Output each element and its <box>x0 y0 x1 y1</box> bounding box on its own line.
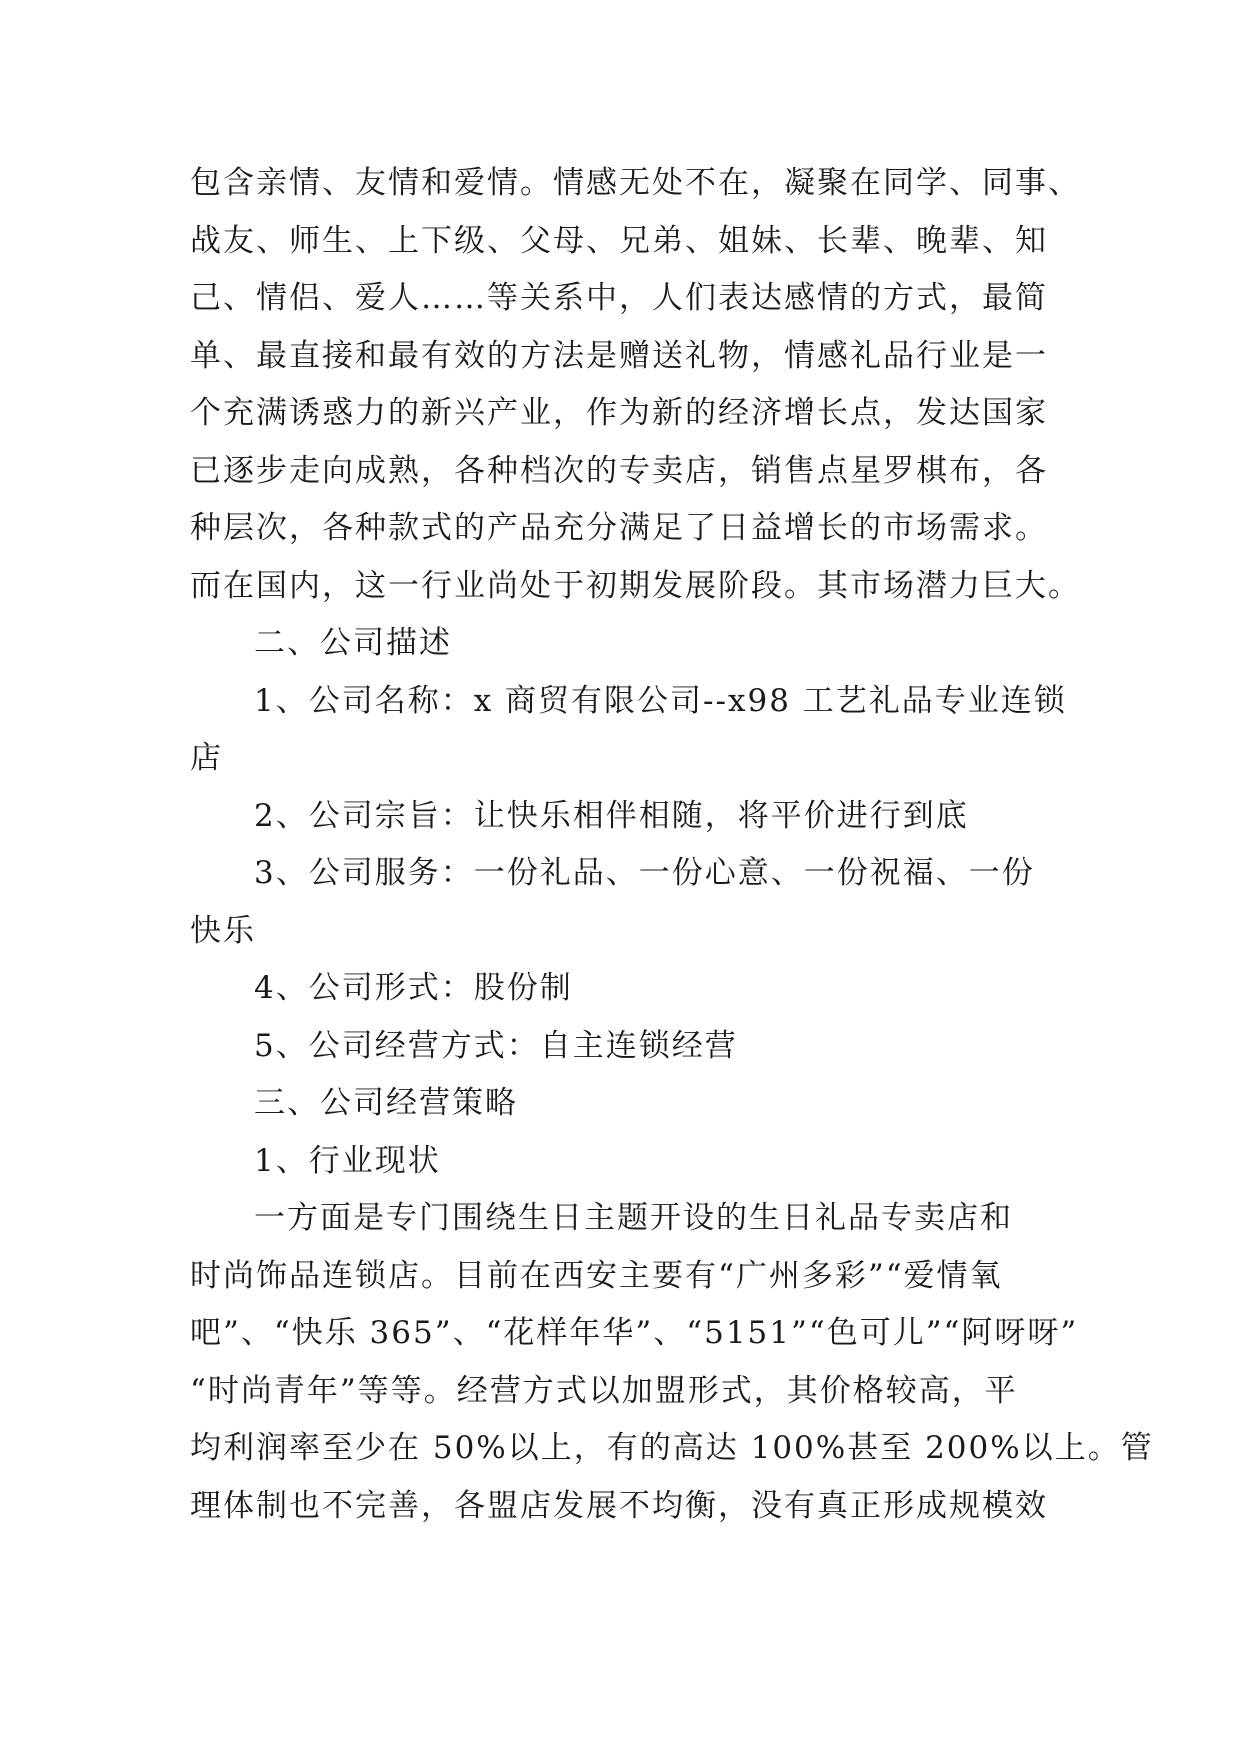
text-line: 己、情侣、爱人……等关系中，人们表达感情的方式，最简 <box>190 280 1048 316</box>
text-line: 一方面是专门围绕生日主题开设的生日礼品专卖店和 <box>254 1200 1013 1236</box>
section-heading: 三、公司经营策略 <box>254 1085 518 1121</box>
text-line: 已逐步走向成熟，各种档次的专卖店，销售点星罗棋布，各 <box>190 452 1048 489</box>
text-line: 店 <box>190 740 223 776</box>
text-line: 3、公司服务：一份礼品、一份心意、一份祝福、一份 <box>254 855 1035 891</box>
text-line: 种层次，各种款式的产品充分满足了日益增长的市场需求。 <box>190 510 1048 546</box>
text-line: 1、公司名称：x 商贸有限公司--x98 工艺礼品专业连锁 <box>254 682 1067 719</box>
text-line: 4、公司形式：股份制 <box>254 970 573 1006</box>
text-line: 战友、师生、上下级、父母、兄弟、姐妹、长辈、晚辈、知 <box>190 222 1048 259</box>
document-body <box>190 155 1154 1535</box>
text-line: 快乐 <box>190 912 256 949</box>
text-line: 均利润率至少在 50%以上，有的高达 100%甚至 200%以上。管 <box>190 1430 1154 1466</box>
text-line: 吧”、“快乐 365”、“花样年华”、“5151”“色可儿”“阿呀呀” <box>190 1315 1079 1351</box>
text-line: 时尚饰品连锁店。目前在西安主要有“广州多彩”“爱情氧 <box>190 1257 1003 1294</box>
text-line: 理体制也不完善，各盟店发展不均衡，没有真正形成规模效 <box>190 1487 1048 1524</box>
text-line: 个充满诱惑力的新兴产业，作为新的经济增长点，发达国家 <box>190 395 1048 431</box>
text-line: 而在国内，这一行业尚处于初期发展阶段。其市场潜力巨大。 <box>190 567 1081 604</box>
text-line: 2、公司宗旨：让快乐相伴相随，将平价进行到底 <box>254 797 969 834</box>
text-line: “时尚青年”等等。经营方式以加盟形式，其价格较高，平 <box>190 1372 1018 1409</box>
section-heading: 二、公司描述 <box>254 625 452 661</box>
text-line: 单、最直接和最有效的方法是赠送礼物，情感礼品行业是一 <box>190 337 1048 374</box>
text-line: 包含亲情、友情和爱情。情感无处不在，凝聚在同学、同事、 <box>190 165 1081 201</box>
subsection-heading: 1、行业现状 <box>254 1142 441 1179</box>
text-line: 5、公司经营方式：自主连锁经营 <box>254 1027 738 1064</box>
